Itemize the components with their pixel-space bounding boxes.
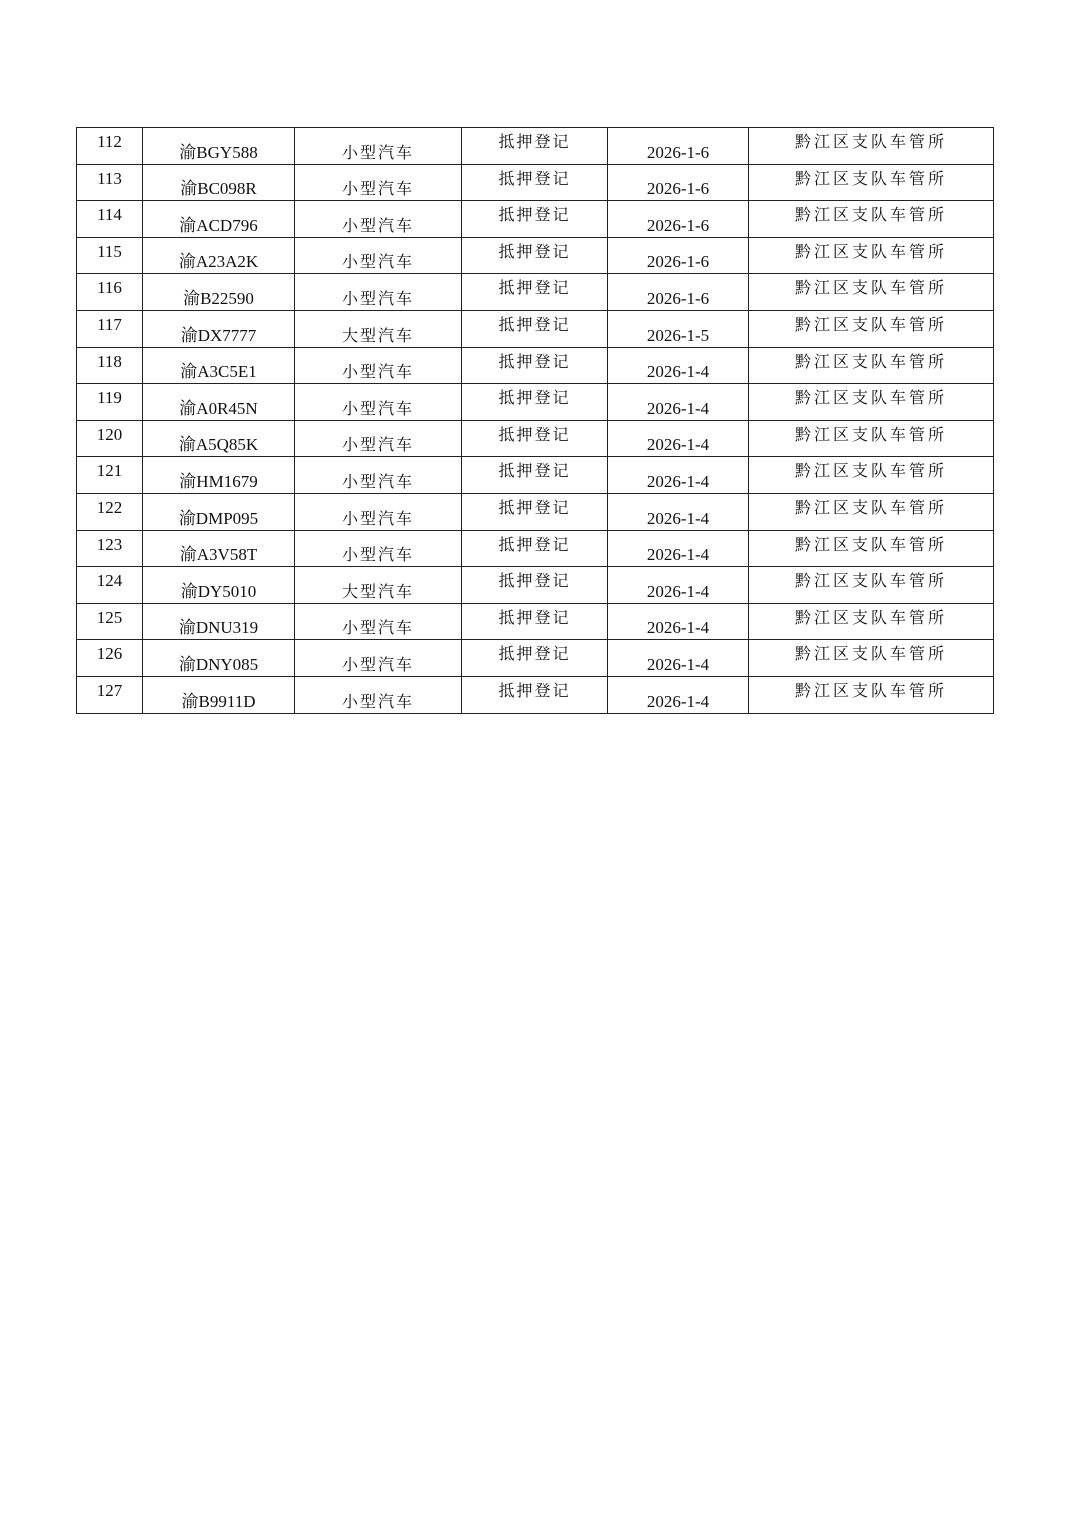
office-cell: 黔江区支队车管所 (749, 530, 994, 567)
registration-type-cell: 抵押登记 (462, 420, 608, 457)
plate-number-cell: 渝A0R45N (143, 384, 295, 421)
plate-number-cell: 渝DMP095 (143, 493, 295, 530)
date-cell: 2026-1-4 (608, 493, 749, 530)
registration-type-cell: 抵押登记 (462, 567, 608, 604)
date-cell: 2026-1-4 (608, 420, 749, 457)
office-cell: 黔江区支队车管所 (749, 201, 994, 238)
office-cell: 黔江区支队车管所 (749, 457, 994, 494)
row-number-cell: 114 (77, 201, 143, 238)
vehicle-type-cell: 大型汽车 (295, 567, 462, 604)
registration-type-cell: 抵押登记 (462, 603, 608, 640)
date-cell: 2026-1-5 (608, 310, 749, 347)
row-number-cell: 118 (77, 347, 143, 384)
row-number-cell: 123 (77, 530, 143, 567)
row-number-cell: 122 (77, 493, 143, 530)
date-cell: 2026-1-4 (608, 384, 749, 421)
table-row (77, 603, 994, 640)
vehicle-type-cell: 大型汽车 (295, 310, 462, 347)
row-number-cell: 125 (77, 603, 143, 640)
registration-type-cell: 抵押登记 (462, 493, 608, 530)
registration-type-cell: 抵押登记 (462, 347, 608, 384)
plate-number-cell: 渝A3V58T (143, 530, 295, 567)
table-row (77, 237, 994, 274)
date-cell: 2026-1-4 (608, 457, 749, 494)
registration-type-cell: 抵押登记 (462, 310, 608, 347)
table-row (77, 274, 994, 311)
vehicle-type-cell: 小型汽车 (295, 347, 462, 384)
vehicle-type-cell: 小型汽车 (295, 384, 462, 421)
plate-number-cell: 渝A23A2K (143, 237, 295, 274)
row-number-cell: 112 (77, 128, 143, 165)
registration-type-cell: 抵押登记 (462, 640, 608, 677)
plate-number-cell: 渝DNY085 (143, 640, 295, 677)
office-cell: 黔江区支队车管所 (749, 237, 994, 274)
plate-number-cell: 渝DNU319 (143, 603, 295, 640)
date-cell: 2026-1-6 (608, 201, 749, 238)
date-cell: 2026-1-6 (608, 164, 749, 201)
vehicle-type-cell: 小型汽车 (295, 457, 462, 494)
office-cell: 黔江区支队车管所 (749, 310, 994, 347)
table-body (77, 128, 994, 714)
office-cell: 黔江区支队车管所 (749, 274, 994, 311)
office-cell: 黔江区支队车管所 (749, 420, 994, 457)
vehicle-type-cell: 小型汽车 (295, 420, 462, 457)
plate-number-cell: 渝B9911D (143, 676, 295, 713)
plate-number-cell: 渝HM1679 (143, 457, 295, 494)
row-number-cell: 121 (77, 457, 143, 494)
vehicle-type-cell: 小型汽车 (295, 164, 462, 201)
row-number-cell: 113 (77, 164, 143, 201)
office-cell: 黔江区支队车管所 (749, 640, 994, 677)
table-row (77, 457, 994, 494)
plate-number-cell: 渝ACD796 (143, 201, 295, 238)
row-number-cell: 119 (77, 384, 143, 421)
registration-type-cell: 抵押登记 (462, 457, 608, 494)
date-cell: 2026-1-4 (608, 567, 749, 604)
registration-type-cell: 抵押登记 (462, 676, 608, 713)
table-row (77, 530, 994, 567)
office-cell: 黔江区支队车管所 (749, 676, 994, 713)
table-row (77, 567, 994, 604)
office-cell: 黔江区支队车管所 (749, 493, 994, 530)
office-cell: 黔江区支队车管所 (749, 128, 994, 165)
office-cell: 黔江区支队车管所 (749, 567, 994, 604)
vehicle-type-cell: 小型汽车 (295, 237, 462, 274)
table-row (77, 310, 994, 347)
plate-number-cell: 渝BC098R (143, 164, 295, 201)
plate-number-cell: 渝BGY588 (143, 128, 295, 165)
plate-number-cell: 渝DX7777 (143, 310, 295, 347)
table-row (77, 164, 994, 201)
plate-number-cell: 渝B22590 (143, 274, 295, 311)
table-row (77, 640, 994, 677)
vehicle-type-cell: 小型汽车 (295, 274, 462, 311)
office-cell: 黔江区支队车管所 (749, 384, 994, 421)
plate-number-cell: 渝A5Q85K (143, 420, 295, 457)
vehicle-type-cell: 小型汽车 (295, 603, 462, 640)
row-number-cell: 124 (77, 567, 143, 604)
registration-type-cell: 抵押登记 (462, 128, 608, 165)
table-row (77, 347, 994, 384)
row-number-cell: 126 (77, 640, 143, 677)
row-number-cell: 120 (77, 420, 143, 457)
row-number-cell: 117 (77, 310, 143, 347)
vehicle-type-cell: 小型汽车 (295, 493, 462, 530)
date-cell: 2026-1-4 (608, 530, 749, 567)
office-cell: 黔江区支队车管所 (749, 603, 994, 640)
date-cell: 2026-1-6 (608, 274, 749, 311)
date-cell: 2026-1-4 (608, 347, 749, 384)
registration-type-cell: 抵押登记 (462, 237, 608, 274)
table-row (77, 493, 994, 530)
row-number-cell: 127 (77, 676, 143, 713)
date-cell: 2026-1-4 (608, 676, 749, 713)
plate-number-cell: 渝DY5010 (143, 567, 295, 604)
registration-type-cell: 抵押登记 (462, 201, 608, 238)
vehicle-type-cell: 小型汽车 (295, 640, 462, 677)
date-cell: 2026-1-6 (608, 128, 749, 165)
registration-type-cell: 抵押登记 (462, 274, 608, 311)
table-row (77, 128, 994, 165)
vehicle-type-cell: 小型汽车 (295, 201, 462, 238)
vehicle-type-cell: 小型汽车 (295, 676, 462, 713)
registration-type-cell: 抵押登记 (462, 164, 608, 201)
office-cell: 黔江区支队车管所 (749, 347, 994, 384)
table-row (77, 676, 994, 713)
table-row (77, 384, 994, 421)
registration-type-cell: 抵押登记 (462, 530, 608, 567)
vehicle-registration-table (76, 127, 994, 714)
office-cell: 黔江区支队车管所 (749, 164, 994, 201)
plate-number-cell: 渝A3C5E1 (143, 347, 295, 384)
row-number-cell: 115 (77, 237, 143, 274)
table-row (77, 420, 994, 457)
date-cell: 2026-1-6 (608, 237, 749, 274)
vehicle-type-cell: 小型汽车 (295, 128, 462, 165)
row-number-cell: 116 (77, 274, 143, 311)
date-cell: 2026-1-4 (608, 640, 749, 677)
date-cell: 2026-1-4 (608, 603, 749, 640)
registration-type-cell: 抵押登记 (462, 384, 608, 421)
table-row (77, 201, 994, 238)
vehicle-type-cell: 小型汽车 (295, 530, 462, 567)
